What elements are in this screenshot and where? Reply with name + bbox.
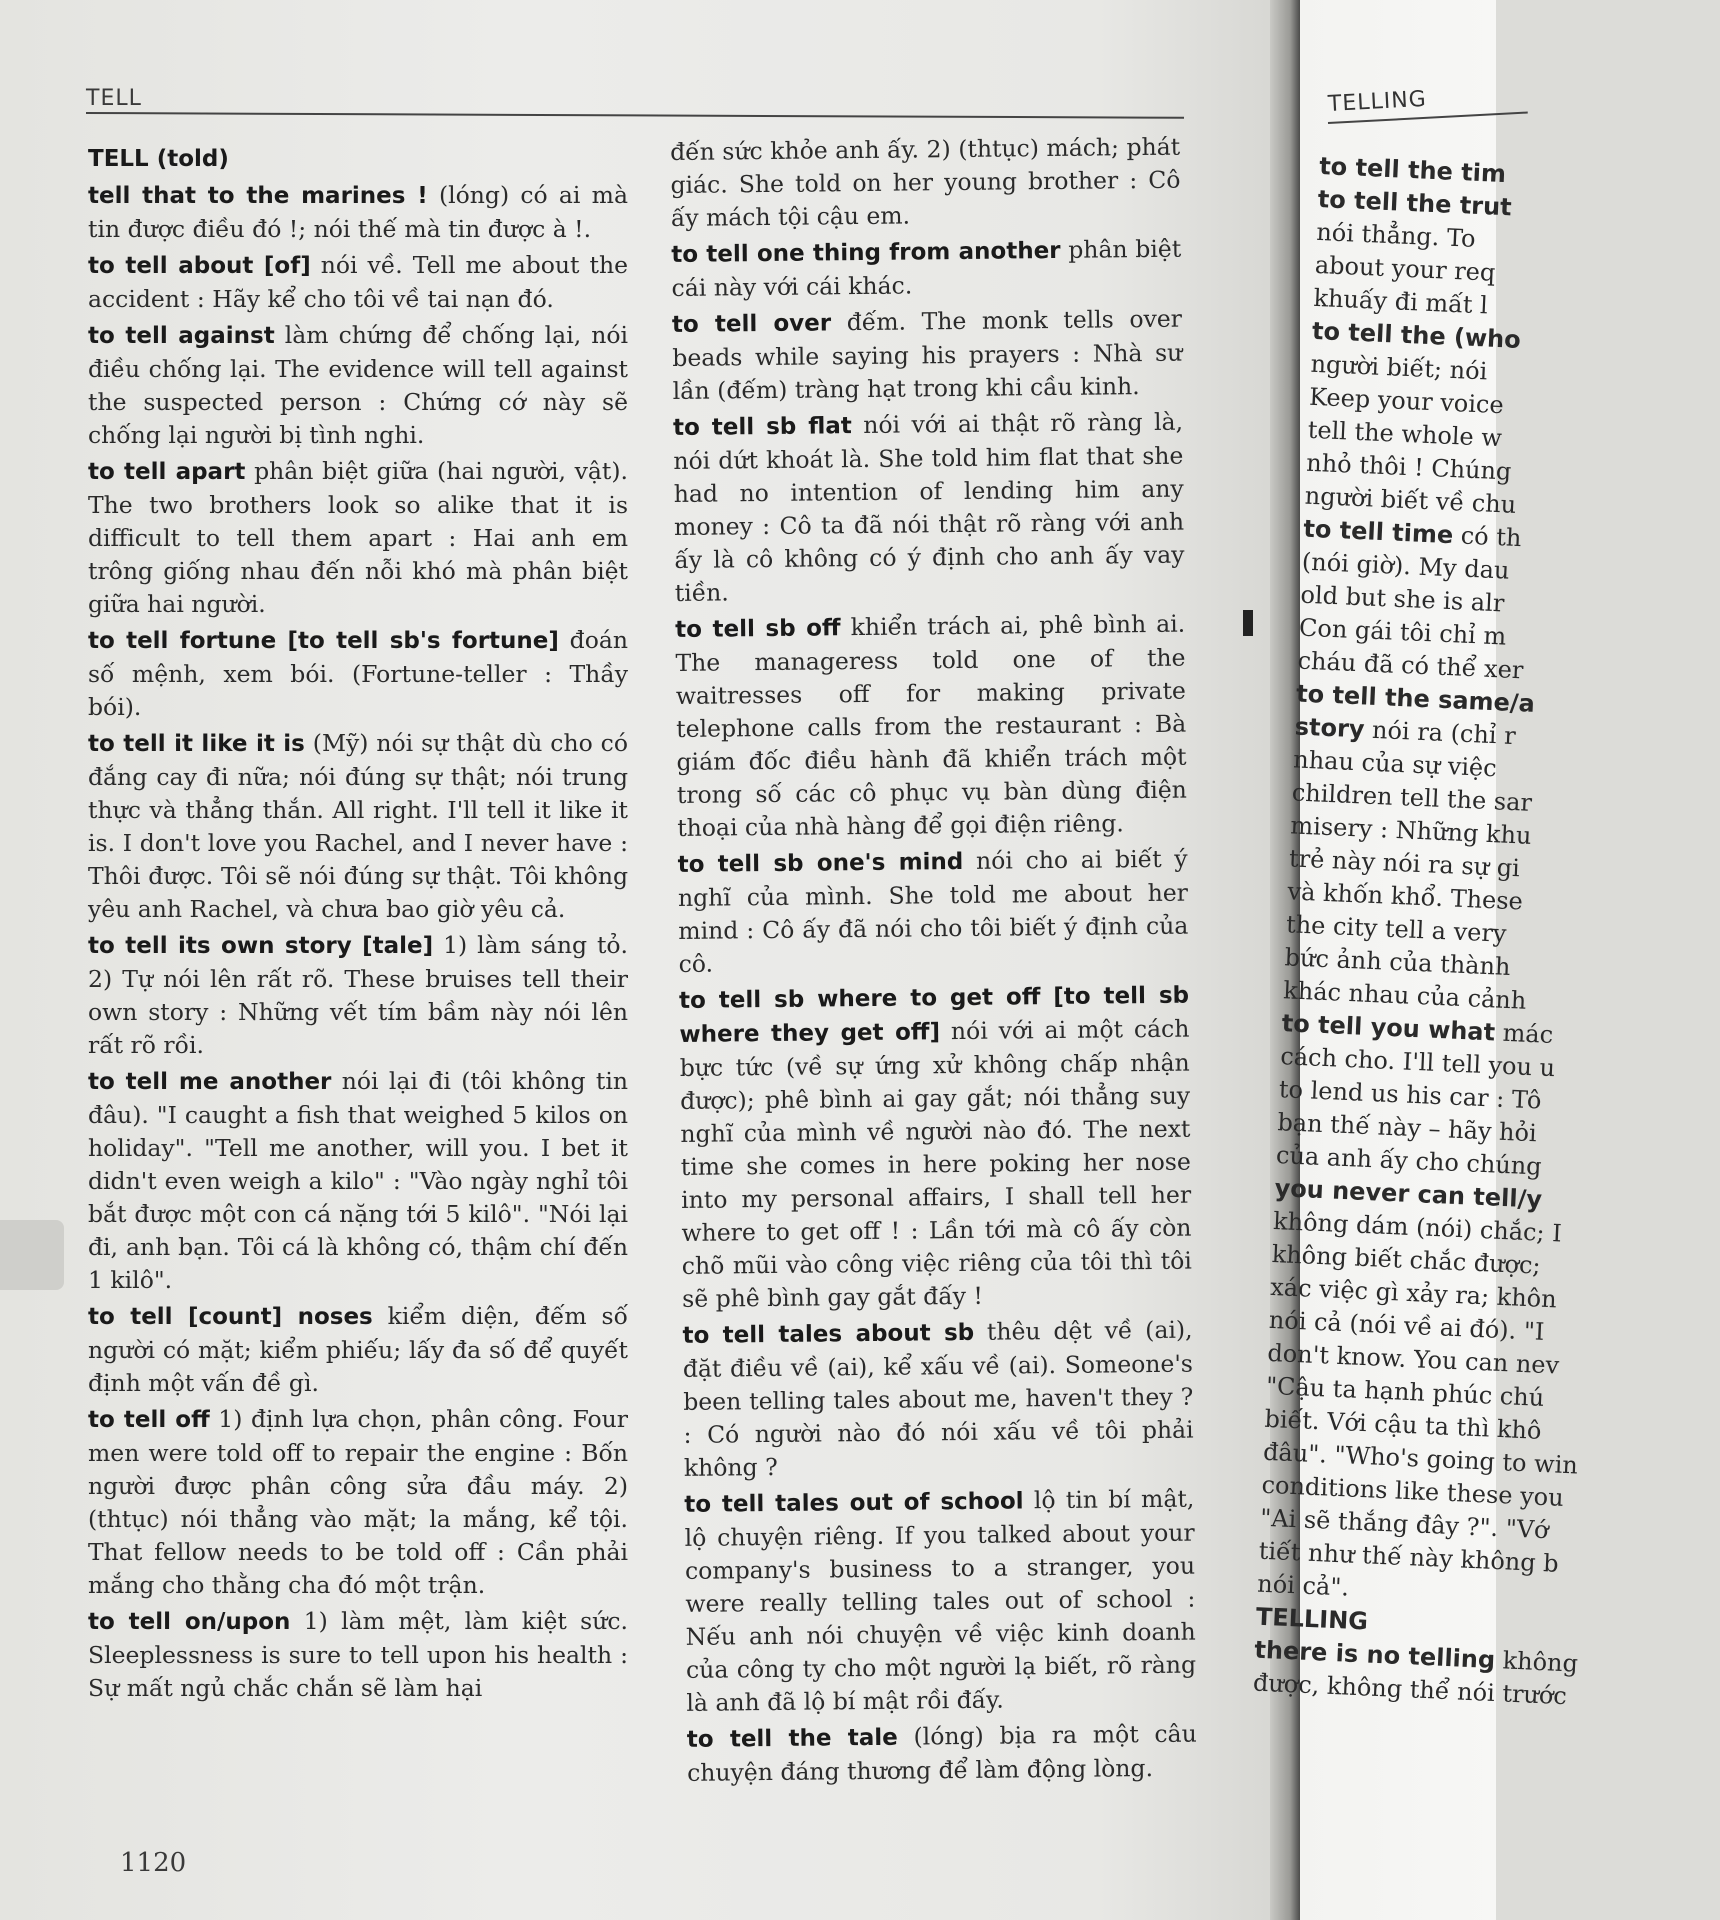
right-column [1252,150,1719,1717]
dictionary-entry [88,179,628,246]
entry-definition: Con gái tôi chỉ m [1298,613,1507,651]
entry-headword: to tell [count] noses [88,1304,373,1330]
entry-definition: đoán số mệnh, xem bói. (Fortune-teller : Thầy bói). [88,626,628,721]
entry-definition: nói với ai một cách bực tức (về sự ứng xử không chấp nhận được); phê bình ai gay gắt; nói thẳng suy nghĩ của mình về người nào đó. The next time she comes in here poking her nose into my personal affairs, I shall tell her where to get off ! : Lần tới mà cô ấy còn chõ mũi vào công việc riêng của tôi thì tôi sẽ phê bình gay gắt đấy ! [679,1014,1192,1313]
entry-definition: bạn thế này – hãy hỏi [1276,1108,1538,1148]
entry-headword: to tell on/upon [88,1609,291,1635]
dictionary-entry [88,1605,628,1705]
entry-definition: cách cho. I'll tell you u [1279,1042,1556,1083]
running-head-right: TELLING [1327,86,1428,117]
entry-headword: TELLING [1255,1602,1369,1636]
entry-headword: to tell its own story [tale] [88,933,434,959]
entry-definition: tiết như thế này không b [1258,1536,1560,1578]
entry-headword: to tell over [671,310,832,338]
entry-definition: được, không thể nói trước [1252,1668,1568,1711]
thumb-index-tab [0,1220,64,1290]
entry-headword: to tell off [88,1407,210,1433]
entry-headword: to tell sb where to get off [to tell sb where they get off] [678,982,1190,1048]
running-head-left: TELL [86,86,142,111]
dictionary-entry [687,1718,1198,1790]
entry-headword: there is no telling [1253,1635,1496,1675]
entry-headword: tell that to the marines ! [88,183,428,209]
entry-definition: khuấy đi mất l [1312,283,1489,320]
entry-headword: to tell the tim [1318,151,1507,189]
entry-definition: không dám (nói) chắc; I [1272,1206,1563,1248]
entry-definition: làm chứng để chống lại, nói điều chống lại. The evidence will tell against the suspected person : Chứng cớ này sẽ chống lại người bị tình nghi. [88,321,629,449]
entry-headword: to tell you what [1281,1009,1496,1047]
entry-definition: about your req [1314,250,1496,287]
entry-definition: biết. Với cậu ta thì khô [1263,1404,1543,1445]
entry-definition: nói cho ai biết ý nghĩ của mình. She told me about her mind : Cô ấy đã nói cho tôi biết ý định của cô. [677,844,1189,978]
dictionary-entry [88,727,628,926]
dictionary-entry [88,455,628,621]
dictionary-entry [684,1483,1196,1720]
entry-headword: to tell one thing from another [671,237,1061,268]
entry-definition: thêu dệt về (ai), đặt điều về (ai), kể xấu về (ai). Someone's been telling tales about me, haven't they ? : Có người nào đó nói xấu về tôi phải không ? [682,1315,1194,1482]
entry-headword: to tell me another [88,1069,332,1095]
dictionary-entry [671,233,1182,305]
dictionary-entry [88,624,628,724]
entry-headword: to tell the same/a [1295,679,1536,718]
entry-definition: kiểm diện, đếm số người có mặt; kiểm phiếu; lấy đa số để quyết định một vấn đề gì. [88,1302,628,1397]
entry-definition: old but she is alr [1299,580,1505,618]
middle-column [670,131,1197,1793]
page-number: 1120 [120,1848,187,1878]
dictionary-entry [675,608,1187,845]
entry-definition: mác [1494,1018,1554,1049]
entry-headword: to tell it like it is [88,731,305,757]
right-page [1252,0,1579,1920]
entry-definition: the city tell a very [1285,910,1508,948]
entry-headword: to tell against [88,323,275,349]
entry-definition: (nói giờ). My dau [1301,547,1511,585]
entry-headword: to tell tales about sb [682,1319,975,1349]
dictionary-entry [88,249,628,316]
entry-definition: children tell the sar [1291,778,1533,817]
entry-definition: cháu đã có thể xer [1297,646,1524,685]
entry-definition: "Cậu ta hạnh phúc chú [1265,1371,1545,1412]
dictionary-entry [673,406,1185,610]
dictionary-entry [88,1403,628,1602]
entry-definition: conditions like these you [1261,1470,1565,1512]
header-rule [86,112,1184,119]
dictionary-entry [682,1314,1194,1485]
entry-definition: nói về. Tell me about the accident : Hãy kể cho tôi về tai nạn đó. [88,251,628,313]
entry-definition: có th [1452,521,1522,553]
entry-headword: to tell the trut [1317,184,1513,222]
entry-definition: trẻ này nói ra sự gi [1288,844,1521,883]
entry-definition: Keep your voice [1308,382,1505,420]
entry-definition: đếm. The monk tells over beads while saying his prayers : Nhà sư lần (đếm) tràng hạt trong khi cầu kinh. [672,304,1183,405]
entry-definition: nói thẳng. To [1315,217,1477,253]
entry-definition: đến sức khỏe anh ấy. 2) (thtục) mách; phát giác. She told on her young brother : Cô ấy mách tội cậu em. [670,132,1181,232]
entry-definition: người biết; nói [1310,349,1488,386]
dictionary-entry [670,131,1181,235]
dictionary-entry [88,319,628,452]
entry-definition: 1) định lựa chọn, phân công. Four men were told off to repair the engine : Bốn người được phân công sửa đầu máy. 2) (thtục) nói thẳng vào mặt; la mắng, kể tội. That fellow needs to be told off : Cần phải mắng cho thằng cha đó một trận. [88,1405,628,1599]
entry-headword: you never can tell/y [1274,1174,1543,1214]
entry-definition: 1) làm sáng tỏ. 2) Tự nói lên rất rõ. These bruises tell their own story : Những vết tím bầm này nói lên rất rõ rồi. [88,931,629,1059]
entry-headword: to tell apart [88,459,246,485]
dictionary-entry [88,929,628,1062]
left-column [88,142,628,1708]
entry-definition: khiển trách ai, phê bình ai. The manageress told one of the waitresses off for making private telephone calls from the restaurant : Bà giám đốc điều hành đã khiển trách một trong số các cô phục vụ bàn dùng điện thoại của nhà hàng để gọi điện riêng. [675,609,1188,842]
entry-definition: của anh ấy cho chúng [1275,1141,1543,1181]
entry-definition: nói ra (chỉ r [1363,715,1517,751]
entry-headword: to tell sb off [675,615,841,643]
entry-definition: người biết về chu [1304,481,1517,519]
entry-headword: TELL (told) [88,146,229,172]
entry-definition: nhỏ thôi ! Chúng [1305,448,1512,486]
entry-headword: to tell sb flat [672,413,852,441]
margin-marker [1243,610,1253,636]
dictionary-entry [88,1300,628,1400]
entry-headword: to tell about [of] [88,253,311,279]
entry-headword: to tell the (who [1311,316,1522,354]
entry-definition: nhau của sự việc [1292,745,1498,783]
entry-definition: nói cả (nói về ai đó). "I [1268,1305,1545,1346]
entry-definition: phân biệt cái này với cái khác. [671,234,1182,302]
entry-definition: (lóng) bịa ra một câu chuyện đáng thương để làm động lòng. [686,1719,1197,1787]
entry-definition: don't know. You can nev [1266,1338,1560,1380]
entry-headword: to tell sb one's mind [677,848,964,878]
entry-definition: misery : Những khu [1289,811,1533,850]
entry-headword: to tell time [1302,514,1454,550]
entry-definition: không [1494,1646,1579,1678]
entry-definition: lộ tin bí mật, lộ chuyện riêng. If you talked about your company's business to a stranger, you were really telling tales out of school : Nếu anh nói chuyện về việc kinh doanh của công ty cho một người lạ biết, rõ ràng là anh đã lộ bí mật rồi đấy. [684,1484,1197,1717]
entry-definition: tell the whole w [1307,415,1503,453]
entry-definition: xác việc gì xảy ra; khôn [1269,1272,1558,1314]
dictionary-entry [672,303,1183,408]
entry-definition: và khốn khổ. These [1287,877,1524,916]
entry-definition: nói cả". [1256,1569,1350,1602]
entry-headword: to tell the tale [686,1724,898,1753]
dictionary-entry [679,979,1192,1316]
dictionary-entry [88,1065,628,1297]
dictionary-entry [677,843,1188,981]
entry-definition: khác nhau của cảnh [1282,976,1527,1015]
entry-definition: (Mỹ) nói sự thật dù cho có đắng cay đi nữa; nói đúng sự thật; nói trung thực và thẳng thắn. All right. I'll tell it like it is. I don't love you Rachel, and I never have : Thôi được. Tôi sẽ nói đúng sự thật. Tôi không yêu anh Rachel, và chưa bao giờ yêu cả. [88,729,628,923]
entry-definition: bức ảnh của thành [1284,943,1512,982]
entry-definition: nói với ai thật rõ ràng là, nói dứt khoát là. She told him flat that she had no intention of lending him any money : Cô ta đã nói thật rõ ràng với anh ấy là cô không có ý định cho anh ấy vay tiền. [673,407,1185,607]
entry-definition: nói lại đi (tôi không tin đâu). "I caught a fish that weighed 5 kilos on holiday". "Tell me another, will you. I bet it didn't even weigh a kilo" : "Vào ngày nghỉ tôi bắt được một con cá nặng tới 5 kilô". "Nói lại đi, anh bạn. Tôi cá là không có, thậm chí đến 1 kilô". [88,1067,628,1294]
entry-definition: "Ai sẽ thắng đây ?". "Vớ [1259,1503,1550,1545]
entry-definition: to lend us his car : Tô [1278,1075,1542,1115]
entry-definition: (lóng) có ai mà tin được điều đó !; nói thế mà tin được à !. [88,181,628,243]
entry-definition: 1) làm mệt, làm kiệt sức. Sleeplessness is sure to tell upon his health : Sự mất ngủ chắc chắn sẽ làm hại [88,1607,628,1702]
entry-headword: to tell tales out of school [684,1488,1024,1518]
dictionary-entry [88,142,628,176]
entry-definition: đâu". "Who's going to win [1262,1437,1579,1480]
entry-headword: to tell fortune [to tell sb's fortune] [88,628,559,654]
entry-headword: story [1294,712,1366,744]
entry-definition: không biết chắc được; [1271,1239,1542,1280]
entry-definition: phân biệt giữa (hai người, vật). The two brothers look so alike that it is difficult to tell them apart : Hai anh em trông giống nhau đến nỗi khó mà phân biệt giữa hai người. [88,457,629,618]
